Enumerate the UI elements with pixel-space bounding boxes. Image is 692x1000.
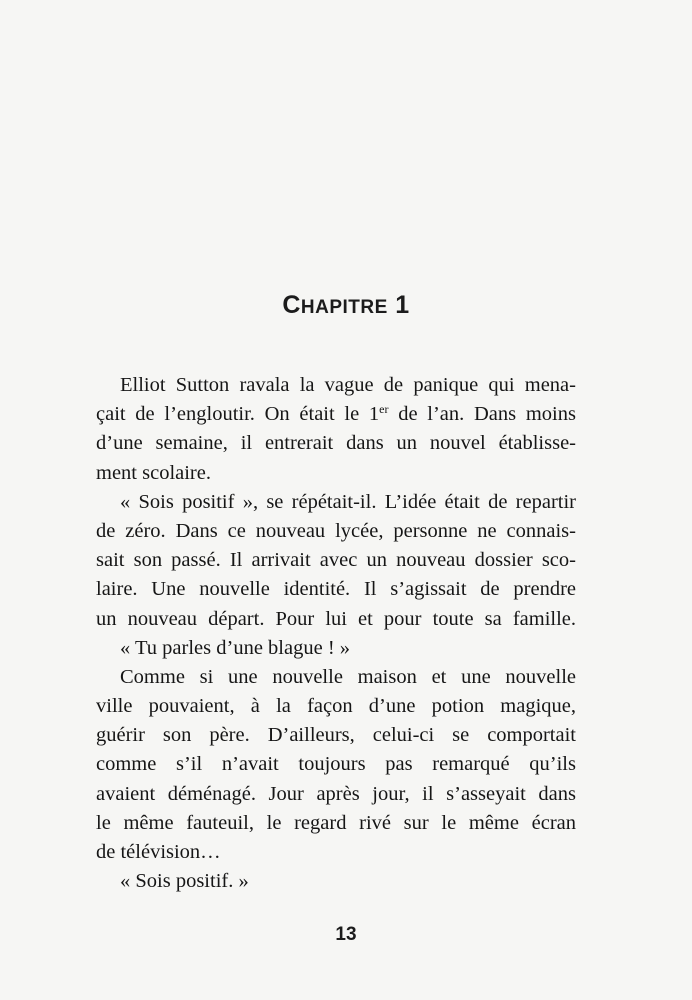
ordinal-number: 1 [368, 403, 380, 426]
text-line: avaient déménagé. Jour après jour, il s’asseyait dans [96, 782, 576, 805]
text-line: un nouveau départ. Pour lui et pour toute sa famille. [96, 607, 576, 630]
text-line: ville pouvaient, à la façon d’une potion magique, [96, 695, 576, 718]
text-line: laire. Une nouvelle identité. Il s’agissait de prendre [96, 578, 576, 601]
ordinal-superscript: er [379, 402, 389, 417]
chapter-body [96, 371, 576, 896]
text-line: d’une semaine, il entrerait dans un nouvel établisse- [96, 432, 576, 455]
text-line: comme s’il n’avait toujours pas remarqué qu’ils [96, 753, 576, 776]
page-number: 13 [335, 924, 357, 945]
chapter-title [0, 291, 692, 320]
text-line: « Sois positif. » [120, 870, 249, 893]
text-line: guérir son père. D’ailleurs, celui-ci se comportait [96, 724, 576, 747]
text-line [96, 400, 576, 429]
text-line: sait son passé. Il arrivait avec un nouveau dossier sco- [96, 549, 576, 572]
text-line: de zéro. Dans ce nouveau lycée, personne ne connais- [96, 519, 576, 542]
text-line: Elliot Sutton ravala la vague de panique qui mena- [120, 374, 576, 396]
text-line: Comme si une nouvelle maison et une nouvelle [120, 665, 576, 688]
text-line: ment scolaire. [96, 461, 211, 484]
text-segment: de l’an. Dans moins [388, 403, 576, 426]
text-segment: çait de l’engloutir. On était le [96, 403, 369, 426]
text-line: « Tu parles d’une blague ! » [120, 636, 351, 659]
text-line: de télévision… [96, 841, 221, 863]
text-line: « Sois positif », se répétait-il. L’idée était de repartir [120, 490, 576, 513]
text-line: le même fauteuil, le regard rivé sur le même écran [96, 811, 576, 834]
chapter-number: 1 [395, 291, 410, 319]
chapter-title-initial: C [282, 291, 301, 319]
chapter-title-rest: HAPITRE [300, 297, 388, 318]
